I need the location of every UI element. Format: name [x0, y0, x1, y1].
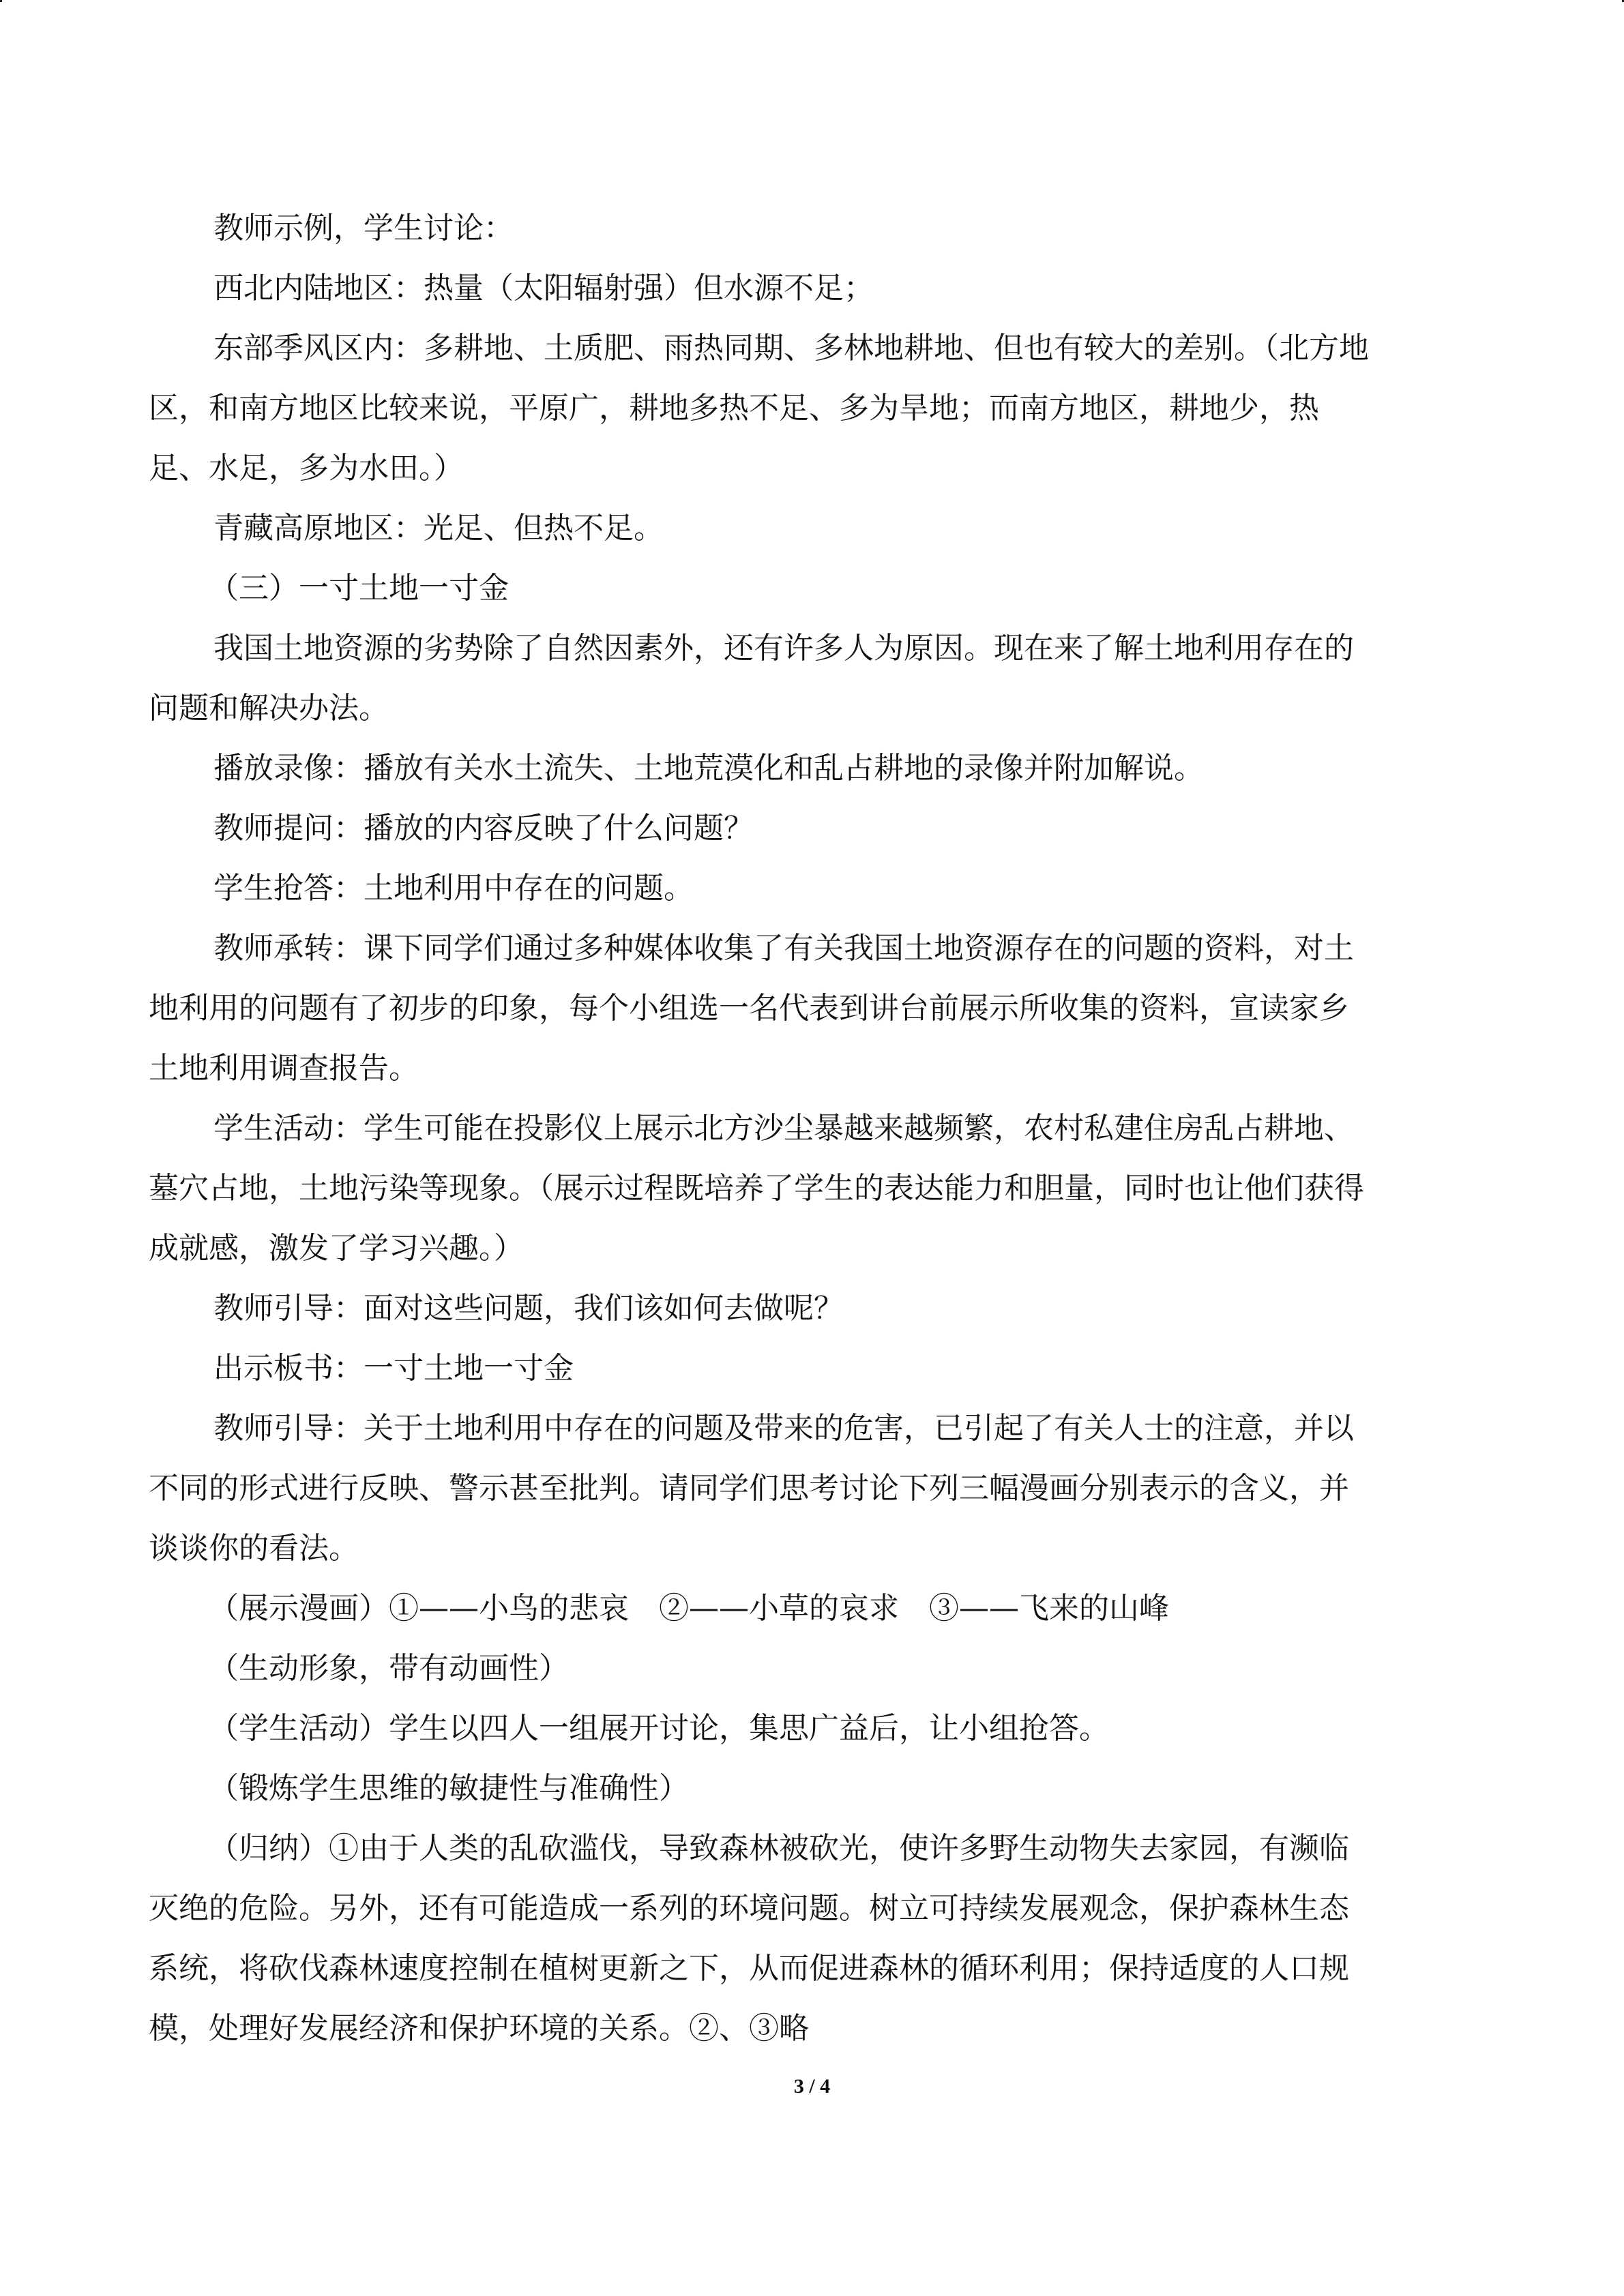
text-line: 教师引导：关于土地利用中存在的问题及带来的危害，已引起了有关人士的注意，并以 — [213, 1411, 1354, 1446]
text-line: （生动形象，带有动画性） — [209, 1651, 569, 1686]
text-line: 教师引导：面对这些问题，我们该如何去做呢？ — [213, 1291, 844, 1326]
text-line: 东部季风区内：多耕地、土质肥、雨热同期、多林地耕地、但也有较大的差别。（北方地 — [213, 331, 1369, 366]
text-line: 成就感，激发了学习兴趣。） — [149, 1231, 524, 1266]
text-line: （锻炼学生思维的敏捷性与准确性） — [209, 1771, 689, 1806]
text-line: 青藏高原地区：光足、但热不足。 — [213, 511, 664, 546]
page-number: 3 / 4 — [793, 2075, 831, 2098]
text-line: （学生活动）学生以四人一组展开讨论，集思广益后，让小组抢答。 — [209, 1711, 1109, 1746]
text-line: 土地利用调查报告。 — [149, 1051, 419, 1086]
text-line: 地利用的问题有了初步的印象，每个小组选一名代表到讲台前展示所收集的资料，宣读家乡 — [149, 991, 1349, 1026]
text-line: 西北内陆地区：热量（太阳辐射强）但水源不足； — [213, 271, 874, 305]
text-line: （归纳）①由于人类的乱砍滥伐，导致森林被砍光，使许多野生动物失去家园，有濒临 — [209, 1831, 1349, 1866]
text-line: 不同的形式进行反映、警示甚至批判。请同学们思考讨论下列三幅漫画分别表示的含义，并 — [149, 1471, 1349, 1506]
text-line: 教师提问：播放的内容反映了什么问题？ — [213, 811, 754, 846]
text-line: 学生活动：学生可能在投影仪上展示北方沙尘暴越来越频繁，农村私建住房乱占耕地、 — [213, 1111, 1354, 1146]
text-line: （展示漫画）①——小鸟的悲哀 ②——小草的哀求 ③——飞来的山峰 — [209, 1591, 1169, 1626]
text-line: 足、水足，多为水田。） — [149, 451, 464, 486]
text-line: 出示板书：一寸土地一寸金 — [213, 1351, 574, 1386]
text-line: 墓穴占地，土地污染等现象。（展示过程既培养了学生的表达能力和胆量，同时也让他们获得 — [149, 1171, 1364, 1206]
text-line: 教师示例，学生讨论： — [213, 211, 514, 245]
text-line: 灭绝的危险。另外，还有可能造成一系列的环境问题。树立可持续发展观念，保护森林生态 — [149, 1891, 1349, 1926]
corner-mark-left — [0, 0, 2, 2]
text-line: 谈谈你的看法。 — [149, 1531, 359, 1566]
text-line: 教师承转：课下同学们通过多种媒体收集了有关我国土地资源存在的问题的资料，对土 — [213, 931, 1354, 966]
text-line: 问题和解决办法。 — [149, 691, 389, 726]
text-line: 区，和南方地区比较来说，平原广，耕地多热不足、多为旱地；而南方地区，耕地少，热 — [149, 391, 1319, 426]
text-line: 我国土地资源的劣势除了自然因素外，还有许多人为原因。现在来了解土地利用存在的 — [213, 631, 1354, 666]
text-line: 播放录像：播放有关水土流失、土地荒漠化和乱占耕地的录像并附加解说。 — [213, 751, 1204, 786]
text-line: 学生抢答：土地利用中存在的问题。 — [213, 871, 694, 906]
text-line: 模，处理好发展经济和保护环境的关系。②、③略 — [149, 2011, 809, 2046]
section-heading: （三）一寸土地一寸金 — [209, 571, 509, 606]
text-line: 系统，将砍伐森林速度控制在植树更新之下，从而促进森林的循环利用；保持适度的人口规 — [149, 1951, 1349, 1986]
